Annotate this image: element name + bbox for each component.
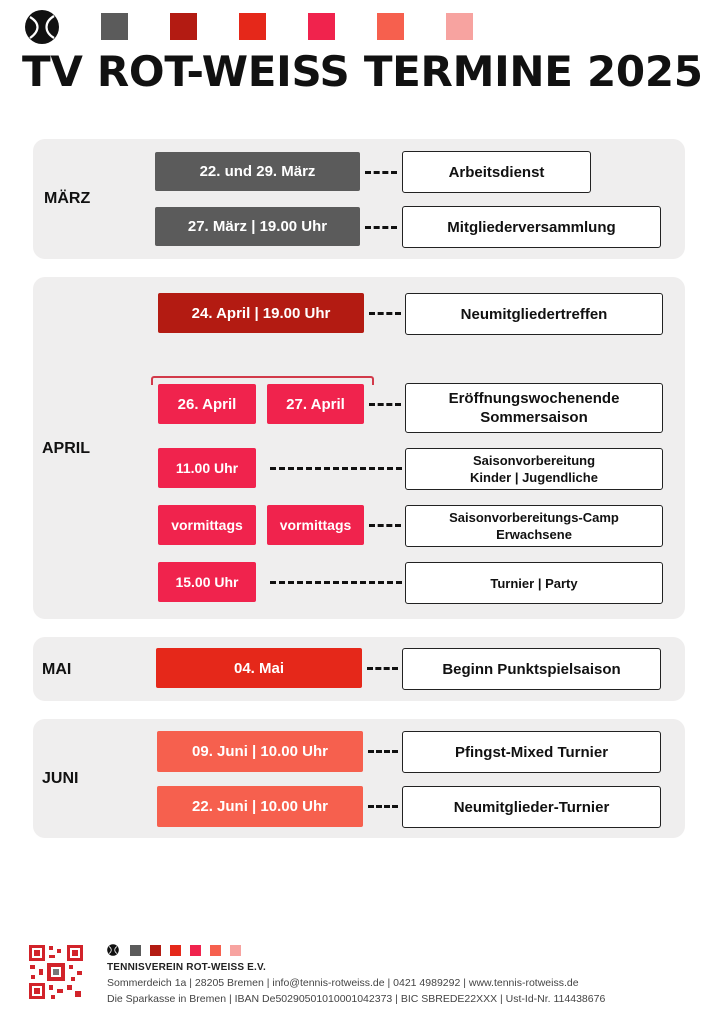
event-title-line: Saisonvorbereitung <box>472 453 596 468</box>
event-title-line: Saisonvorbereitungs-Camp <box>449 510 619 525</box>
bank-line: Die Sparkasse in Bremen | IBAN De50290501010001042373 | BIC SBREDE22XXX | Ust-Id-Nr. 114438676 <box>107 993 606 1005</box>
color-swatch-darkred <box>150 945 161 956</box>
color-swatch-red <box>170 945 181 956</box>
connector-dash <box>369 524 401 527</box>
connector-dash <box>369 403 401 406</box>
event-title-line: Eröffnungswochenende <box>448 390 620 407</box>
color-swatch-darkred <box>170 13 197 40</box>
qr-code-icon[interactable] <box>27 943 85 1001</box>
color-swatch-lightcoral <box>230 945 241 956</box>
date-pill: 22. und 29. März <box>155 152 360 191</box>
connector-dash <box>368 750 398 753</box>
event-box: Arbeitsdienst <box>402 151 591 193</box>
event-box: Neumitglieder-Turnier <box>402 786 661 828</box>
club-name: TENNISVEREIN ROT-WEISS E.V. <box>107 962 266 973</box>
connector-dash <box>365 226 397 229</box>
page-title: TV ROT-WEISS TERMINE 2025 <box>22 47 703 96</box>
event-box: Pfingst-Mixed Turnier <box>402 731 661 773</box>
connector-dash <box>365 171 397 174</box>
event-box <box>405 448 663 490</box>
date-pill: 11.00 Uhr <box>158 448 256 488</box>
event-box <box>405 505 663 547</box>
date-pill: 09. Juni | 10.00 Uhr <box>157 731 363 772</box>
color-swatch-lightcoral <box>446 13 473 40</box>
tennis-ball-icon <box>24 9 60 45</box>
event-box: Neumitgliedertreffen <box>405 293 663 335</box>
connector-dash <box>270 581 402 584</box>
date-pill: vormittags <box>158 505 256 545</box>
connector-dash <box>368 805 398 808</box>
connector-dash <box>270 467 402 470</box>
event-box: Beginn Punktspielsaison <box>402 648 661 690</box>
event-box: Mitgliederversammlung <box>402 206 661 248</box>
connector-dash <box>369 312 401 315</box>
event-box: Turnier | Party <box>405 562 663 604</box>
date-pill: 15.00 Uhr <box>158 562 256 602</box>
date-pill: vormittags <box>267 505 364 545</box>
date-pill: 24. April | 19.00 Uhr <box>158 293 364 333</box>
month-label-maerz: MÄRZ <box>44 190 91 207</box>
color-swatch-red <box>239 13 266 40</box>
date-pill: 26. April <box>158 384 256 424</box>
color-swatch-gray <box>130 945 141 956</box>
color-swatch-gray <box>101 13 128 40</box>
color-swatch-pink <box>190 945 201 956</box>
tennis-ball-icon <box>107 944 119 956</box>
color-swatch-coral <box>210 945 221 956</box>
month-label-mai: MAI <box>42 661 72 678</box>
connector-dash <box>367 667 398 670</box>
event-title-line: Erwachsene <box>496 527 572 542</box>
date-pill: 27. April <box>267 384 364 424</box>
event-box <box>405 383 663 433</box>
date-pill: 04. Mai <box>156 648 362 688</box>
month-label-april: APRIL <box>42 440 90 457</box>
event-title-line: Sommersaison <box>480 409 588 426</box>
date-pill: 27. März | 19.00 Uhr <box>155 207 360 246</box>
color-swatch-pink <box>308 13 335 40</box>
contact-line: Sommerdeich 1a | 28205 Bremen | info@tennis-rotweiss.de | 0421 4989292 | www.tennis-rotweiss.de <box>107 977 579 989</box>
date-pill: 22. Juni | 10.00 Uhr <box>157 786 363 827</box>
event-title-line: Kinder | Jugendliche <box>470 470 598 485</box>
color-swatch-coral <box>377 13 404 40</box>
month-label-juni: JUNI <box>42 770 79 787</box>
